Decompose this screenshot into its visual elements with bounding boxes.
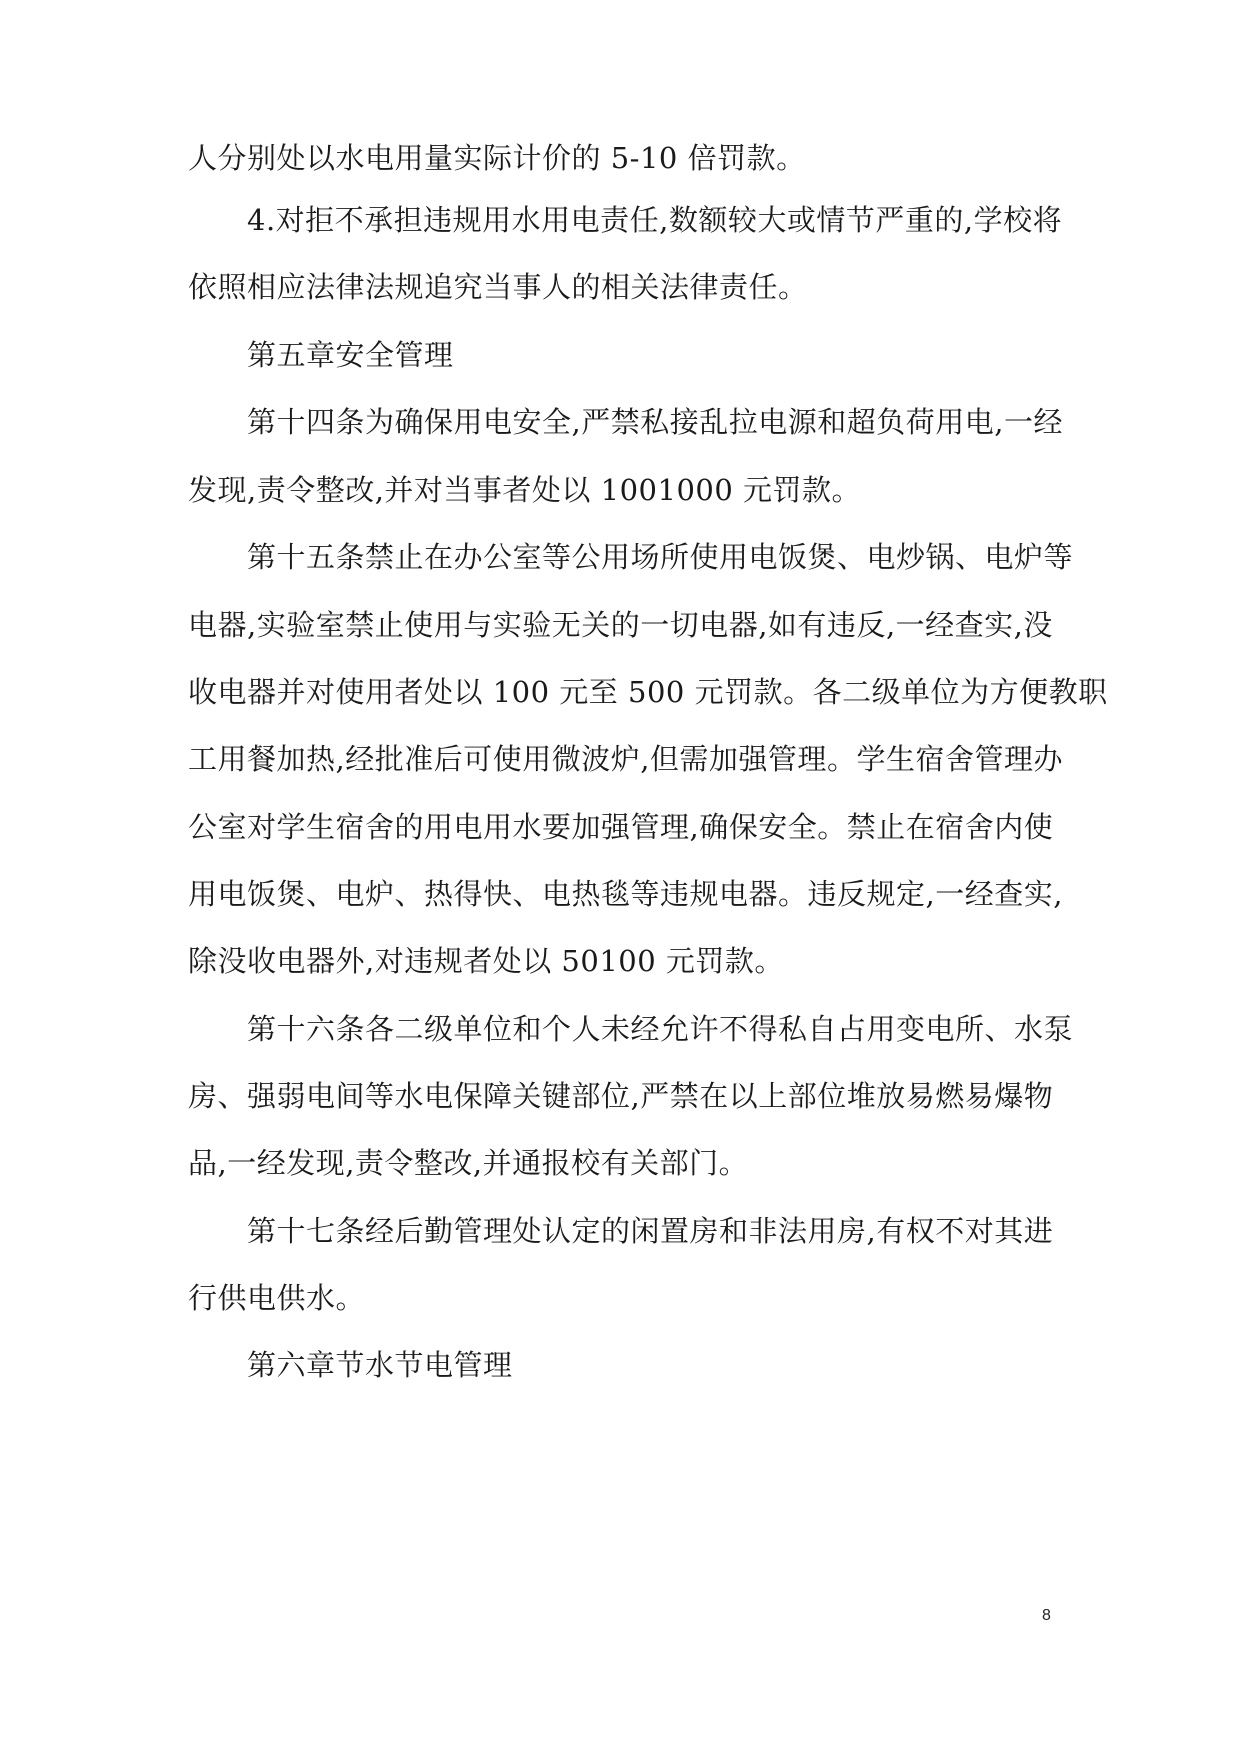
- text-line: 人分别处以水电用量实际计价的 5-10 倍罚款。: [188, 141, 806, 175]
- text-line: 依照相应法律法规追究当事人的相关法律责任。: [188, 270, 808, 304]
- text-line: 收电器并对使用者处以 100 元至 500 元罚款。各二级单位为方便教职: [188, 675, 1108, 709]
- chapter-heading: 第六章节水节电管理: [247, 1348, 513, 1382]
- text-line: 公室对学生宿舍的用电用水要加强管理,确保安全。禁止在宿舍内使: [188, 810, 1054, 844]
- page-number: 8: [1042, 1607, 1051, 1624]
- text-line: 工用餐加热,经批准后可使用微波炉,但需加强管理。学生宿舍管理办: [188, 742, 1063, 776]
- text-line: 发现,责令整改,并对当事者处以 1001000 元罚款。: [188, 473, 862, 507]
- text-line: 4.对拒不承担违规用水用电责任,数额较大或情节严重的,学校将: [247, 203, 1063, 237]
- text-line: 第十七条经后勤管理处认定的闲置房和非法用房,有权不对其进: [247, 1214, 1054, 1248]
- text-line: 品,一经发现,责令整改,并通报校有关部门。: [188, 1146, 749, 1180]
- text-line: 第十六条各二级单位和个人未经允许不得私自占用变电所、水泵: [247, 1012, 1074, 1046]
- text-line: 房、强弱电间等水电保障关键部位,严禁在以上部位堆放易燃易爆物: [188, 1079, 1054, 1113]
- chapter-heading: 第五章安全管理: [247, 338, 454, 372]
- text-line: 第十四条为确保用电安全,严禁私接乱拉电源和超负荷用电,一经: [247, 405, 1063, 439]
- text-line: 行供电供水。: [188, 1281, 366, 1315]
- text-line: 电器,实验室禁止使用与实验无关的一切电器,如有违反,一经查实,没: [188, 608, 1053, 642]
- text-line: 第十五条禁止在办公室等公用场所使用电饭煲、电炒锅、电炉等: [247, 540, 1074, 574]
- text-line: 用电饭煲、电炉、热得快、电热毯等违规电器。违反规定,一经查实,: [188, 877, 1063, 911]
- text-line: 除没收电器外,对违规者处以 50100 元罚款。: [188, 944, 784, 978]
